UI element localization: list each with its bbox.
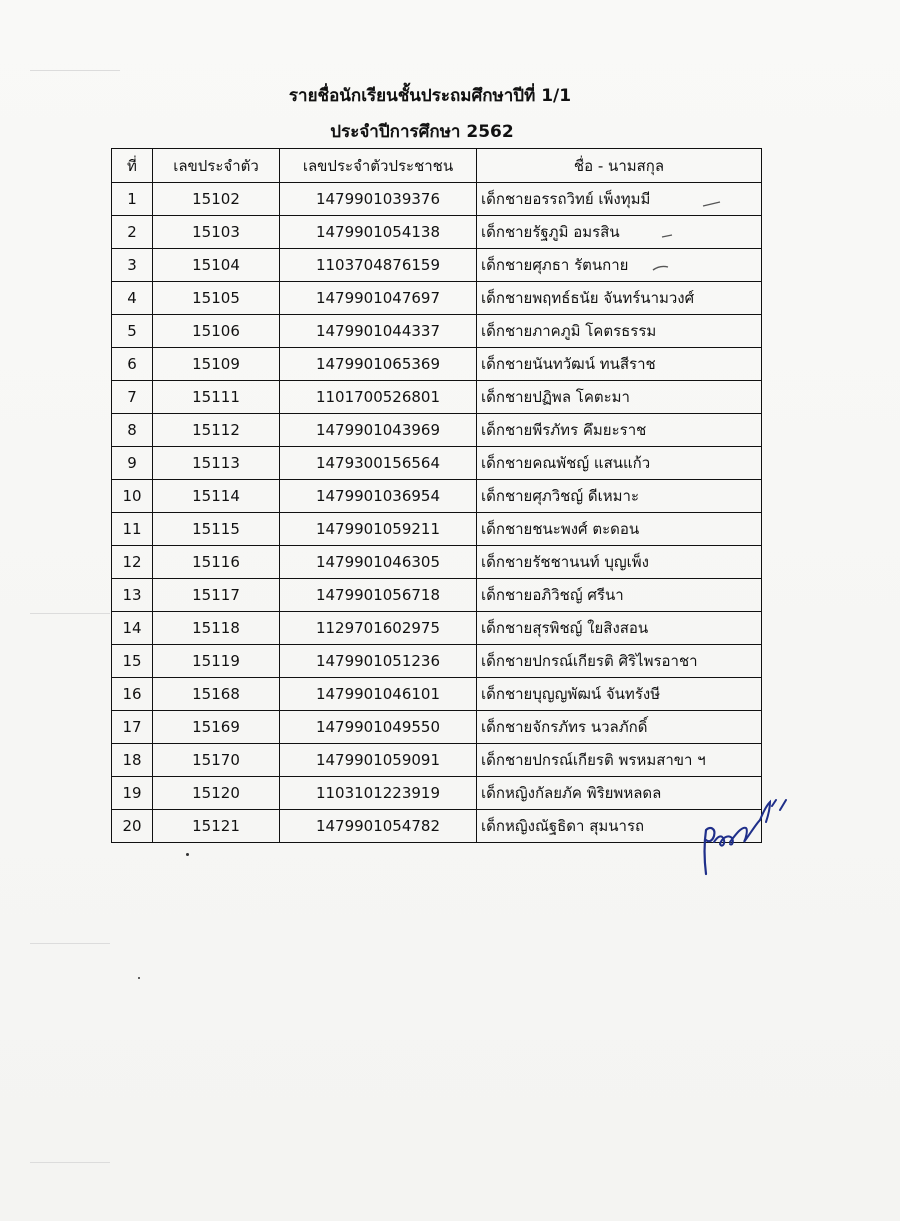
- cell-no: 17: [112, 711, 153, 744]
- cell-no: 20: [112, 810, 153, 843]
- table-header-row: [112, 149, 762, 183]
- document-title: รายชื่อนักเรียนชั้นประถมศึกษาปีที่ 1/1: [288, 86, 572, 106]
- check-mark-icon: [702, 200, 722, 208]
- cell-student-id: 15119: [153, 645, 280, 678]
- cell-citizen-id: 1479901054138: [280, 216, 477, 249]
- table-row: [112, 612, 762, 645]
- table-row: [112, 348, 762, 381]
- cell-name: เด็กชายพีรภัทร คึมยะราช: [477, 414, 762, 447]
- cell-name: เด็กชายรัชชานนท์ บุญเพ็ง: [477, 546, 762, 579]
- cell-citizen-id: 1479901056718: [280, 579, 477, 612]
- cell-no: 19: [112, 777, 153, 810]
- cell-name: เด็กชายภาคภูมิ โคตรธรรม: [477, 315, 762, 348]
- cell-name: เด็กชายศุภวิชญ์ ดีเหมาะ: [477, 480, 762, 513]
- scan-artifact-line: [30, 943, 110, 944]
- cell-citizen-id: 1479300156564: [280, 447, 477, 480]
- check-mark-icon: [652, 264, 672, 272]
- cell-student-id: 15114: [153, 480, 280, 513]
- cell-citizen-id: 1479901046101: [280, 678, 477, 711]
- cell-citizen-id: 1479901054782: [280, 810, 477, 843]
- cell-name: เด็กชายสุรพิชญ์ ใยสิงสอน: [477, 612, 762, 645]
- cell-citizen-id: 1479901046305: [280, 546, 477, 579]
- cell-student-id: 15117: [153, 579, 280, 612]
- cell-name: เด็กชายอภิวิชญ์ ศรีนา: [477, 579, 762, 612]
- cell-citizen-id: 1479901044337: [280, 315, 477, 348]
- cell-no: 3: [112, 249, 153, 282]
- table-row: [112, 777, 762, 810]
- cell-name: เด็กชายจักรภัทร นวลภักดิ์: [477, 711, 762, 744]
- table-row: [112, 381, 762, 414]
- cell-no: 7: [112, 381, 153, 414]
- cell-citizen-id: 1479901036954: [280, 480, 477, 513]
- cell-student-id: 15168: [153, 678, 280, 711]
- cell-no: 1: [112, 183, 153, 216]
- table-row: [112, 480, 762, 513]
- table-row: [112, 282, 762, 315]
- cell-student-id: 15112: [153, 414, 280, 447]
- cell-no: 2: [112, 216, 153, 249]
- scan-speck: [186, 853, 189, 856]
- cell-student-id: 15109: [153, 348, 280, 381]
- table-row: [112, 414, 762, 447]
- student-roster-table: [111, 148, 762, 843]
- cell-citizen-id: 1479901047697: [280, 282, 477, 315]
- table-row: [112, 315, 762, 348]
- cell-student-id: 15106: [153, 315, 280, 348]
- cell-citizen-id: 1129701602975: [280, 612, 477, 645]
- cell-name: เด็กชายรัฐภูมิ อมรสิน: [477, 216, 762, 249]
- cell-student-id: 15102: [153, 183, 280, 216]
- cell-name: เด็กหญิงณัฐธิดา สุมนารถ: [477, 810, 762, 843]
- cell-name: เด็กชายศุภธา รัตนกาย: [477, 249, 762, 282]
- cell-no: 9: [112, 447, 153, 480]
- table-row: [112, 645, 762, 678]
- cell-citizen-id: 1103704876159: [280, 249, 477, 282]
- cell-citizen-id: 1479901059091: [280, 744, 477, 777]
- cell-student-id: 15105: [153, 282, 280, 315]
- table-row: [112, 810, 762, 843]
- cell-citizen-id: 1479901059211: [280, 513, 477, 546]
- cell-no: 14: [112, 612, 153, 645]
- signature-mark: [700, 796, 792, 880]
- cell-student-id: 15169: [153, 711, 280, 744]
- cell-citizen-id: 1101700526801: [280, 381, 477, 414]
- cell-citizen-id: 1479901043969: [280, 414, 477, 447]
- cell-no: 4: [112, 282, 153, 315]
- cell-student-id: 15103: [153, 216, 280, 249]
- scan-speck: [138, 977, 140, 979]
- cell-no: 12: [112, 546, 153, 579]
- cell-name: เด็กชายนันทวัฒน์ ทนสีราช: [477, 348, 762, 381]
- cell-student-id: 15104: [153, 249, 280, 282]
- document-subtitle: ประจำปีการศึกษา 2562: [330, 122, 514, 142]
- cell-no: 8: [112, 414, 153, 447]
- cell-no: 16: [112, 678, 153, 711]
- cell-no: 11: [112, 513, 153, 546]
- header-citizen-id: เลขประจำตัวประชาชน: [280, 149, 477, 183]
- table-row: [112, 546, 762, 579]
- cell-no: 6: [112, 348, 153, 381]
- header-name: ชื่อ - นามสกุล: [477, 149, 762, 183]
- table-row: [112, 447, 762, 480]
- cell-name: เด็กชายปกรณ์เกียรติ ศิริไพรอาชา: [477, 645, 762, 678]
- cell-citizen-id: 1479901039376: [280, 183, 477, 216]
- cell-citizen-id: 1479901065369: [280, 348, 477, 381]
- cell-student-id: 15115: [153, 513, 280, 546]
- header-student-id: เลขประจำตัว: [153, 149, 280, 183]
- table-row: [112, 744, 762, 777]
- scan-artifact-line: [30, 70, 120, 71]
- cell-student-id: 15170: [153, 744, 280, 777]
- cell-student-id: 15113: [153, 447, 280, 480]
- cell-name: เด็กชายชนะพงศ์ ตะดอน: [477, 513, 762, 546]
- cell-no: 15: [112, 645, 153, 678]
- scan-artifact-line: [30, 1162, 110, 1163]
- cell-no: 5: [112, 315, 153, 348]
- cell-student-id: 15116: [153, 546, 280, 579]
- table-body: [112, 183, 762, 843]
- cell-student-id: 15120: [153, 777, 280, 810]
- table-row: [112, 579, 762, 612]
- cell-name: เด็กชายปฏิพล โคตะมา: [477, 381, 762, 414]
- table-row: [112, 678, 762, 711]
- cell-name: เด็กชายปกรณ์เกียรติ พรหมสาขา ฯ: [477, 744, 762, 777]
- cell-citizen-id: 1479901049550: [280, 711, 477, 744]
- cell-name: เด็กชายอรรถวิทย์ เพ็งทุมมี: [477, 183, 762, 216]
- cell-name: เด็กชายคณพัชญ์ แสนแก้ว: [477, 447, 762, 480]
- scan-artifact-line: [30, 613, 110, 614]
- header-no: ที่: [112, 149, 153, 183]
- table-row: [112, 183, 762, 216]
- cell-no: 18: [112, 744, 153, 777]
- cell-no: 10: [112, 480, 153, 513]
- cell-citizen-id: 1479901051236: [280, 645, 477, 678]
- table-row: [112, 513, 762, 546]
- cell-name: เด็กหญิงกัลยภัค พิริยพหลดล: [477, 777, 762, 810]
- cell-student-id: 15121: [153, 810, 280, 843]
- cell-name: เด็กชายพฤทธ์ธนัย จันทร์นามวงศ์: [477, 282, 762, 315]
- cell-student-id: 15118: [153, 612, 280, 645]
- check-mark-icon: [660, 232, 680, 240]
- cell-no: 13: [112, 579, 153, 612]
- cell-student-id: 15111: [153, 381, 280, 414]
- cell-citizen-id: 1103101223919: [280, 777, 477, 810]
- cell-name: เด็กชายบุญญพัฒน์ จันทรังษี: [477, 678, 762, 711]
- table-row: [112, 711, 762, 744]
